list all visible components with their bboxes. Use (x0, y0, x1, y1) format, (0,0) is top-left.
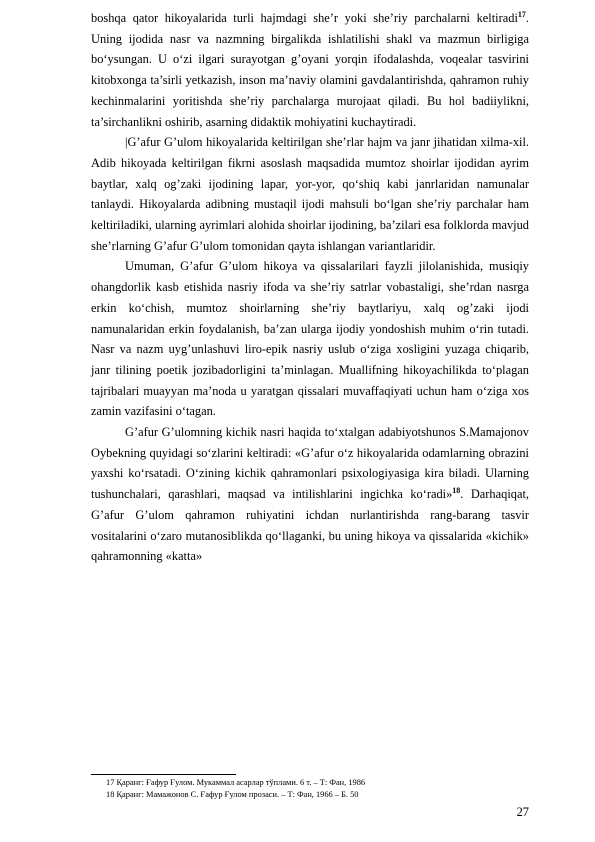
paragraph-2: |G’afur G’ulom hikoyalarida keltirilgan she’rlar hajm va janr jihatidan xilma-xil. Adib hikoyada keltirilgan fikrni asoslash maqsadida mumtoz shoirlar ijodidan ayrim baytlar, xalq og’zaki ijodining lapar, yor-yor, qo‘shiq kabi janrlaridan namunalar tanlaydi. Hikoyalarda adibning mustaqil ijodi mahsuli bo‘lgan she’riy parchalar ham keltiriladiki, ularning ayrimlari alohida shoirlar ijodining, ba’zilari esa folklorda mavjud she’rlarning G’afur G’ulom tomonidan qayta ishlangan variantlaridir. (91, 135, 529, 253)
footnote-ref-18: 18 (452, 486, 461, 496)
paragraph-1-text: boshqa qator hikoyalarida turli hajmdagi she’r yoki she’riy parchalarni keltiradi (91, 11, 518, 25)
footnote-17: 17 Қаранг: Ғафур Ғулом. Мукаммал асарлар тўплами. 6 т. – Т: Фан, 1986 (106, 778, 366, 787)
paragraph-4-continuation: . Darhaqiqat, G’afur G’ulom qahramon ruhiyatini ichdan nurlantirishda rang-barang tasvir vositalarini o‘zaro mutanosiblikda qo‘llaganki, bu uning hikoya va qissalarida «kichik» qahramonning «katta» (91, 487, 529, 564)
paragraph-1-continuation: . Uning ijodida nasr va nazmning birgalikda ishlatilishi shakl va mazmun birligiga bo‘ysungan. U o‘zi ilgari surayotgan g’oyani yorqin ifodalashda, voqealar tasvirini kitobxonga ta’sirli yetkazish, inson ma’naviy olamini gavdalantirishda, qahramon ruhiy kechinmalarini yoritishda she’riy parchalarga murojaat qiladi. Bu hol badiiylikni, ta’sirchanlikni oshirib, asarning didaktik mohiyatini kuchaytiradi. (91, 11, 529, 129)
paragraph-4-text: G’afur G’ulomning kichik nasri haqida to‘xtalgan adabiyotshunos S.Mamajonov Oybekning quyidagi so‘zlarini keltiradi: «G’afur o‘z hikoyalarida odamlarning obrazini yaxshi ko‘rsatadi. O‘zining kichik qahramonlari psixologiyasiga kira biladi. Ularning tushunchalari, qarashlari, maqsad va intilishlarini ingichka ko‘radi» (91, 425, 529, 502)
paragraph-3: Umuman, G’afur G’ulom hikoya va qissalarilari fayzli jilolanishida, musiqiy ohangdorlik kasb etishida nasriy ifoda va she’riy satrlar vobastaligi, she’rdan nasrga erkin ko‘chish, mumtoz shoirlarning she’riy baytlariyu, xalq og’zaki ijodi namunalaridan erkin foydalanish, ba’zan ularga ijodiy yondoshish muhim o‘rin tutadi. Nasr va nazm uyg’unlashuvi liro-epik nasriy uslub o‘ziga xosligini yuzaga chiqarib, janr tilining poetik jozibadorligini ta’minlagan. Muallifning hikoyachilikda to‘plagan tajribalari muayyan ma’noda u yaratgan qissalari muvaffaqiyati uchun ham o‘ziga xos zamin vazifasini o‘tagan. (91, 259, 529, 419)
page-number: 27 (516, 805, 529, 819)
footnote-ref-17: 17 (517, 10, 526, 19)
footnote-separator (91, 774, 236, 775)
footnote-18: 18 Қаранг: Мамажонов С. Ғафур Ғулом прозаси. – Т: Фан, 1966 – Б. 50 (106, 790, 359, 799)
body-text (91, 8, 529, 567)
paragraph-4 (91, 422, 529, 567)
footnotes (106, 777, 526, 801)
paragraph-1 (91, 8, 529, 132)
